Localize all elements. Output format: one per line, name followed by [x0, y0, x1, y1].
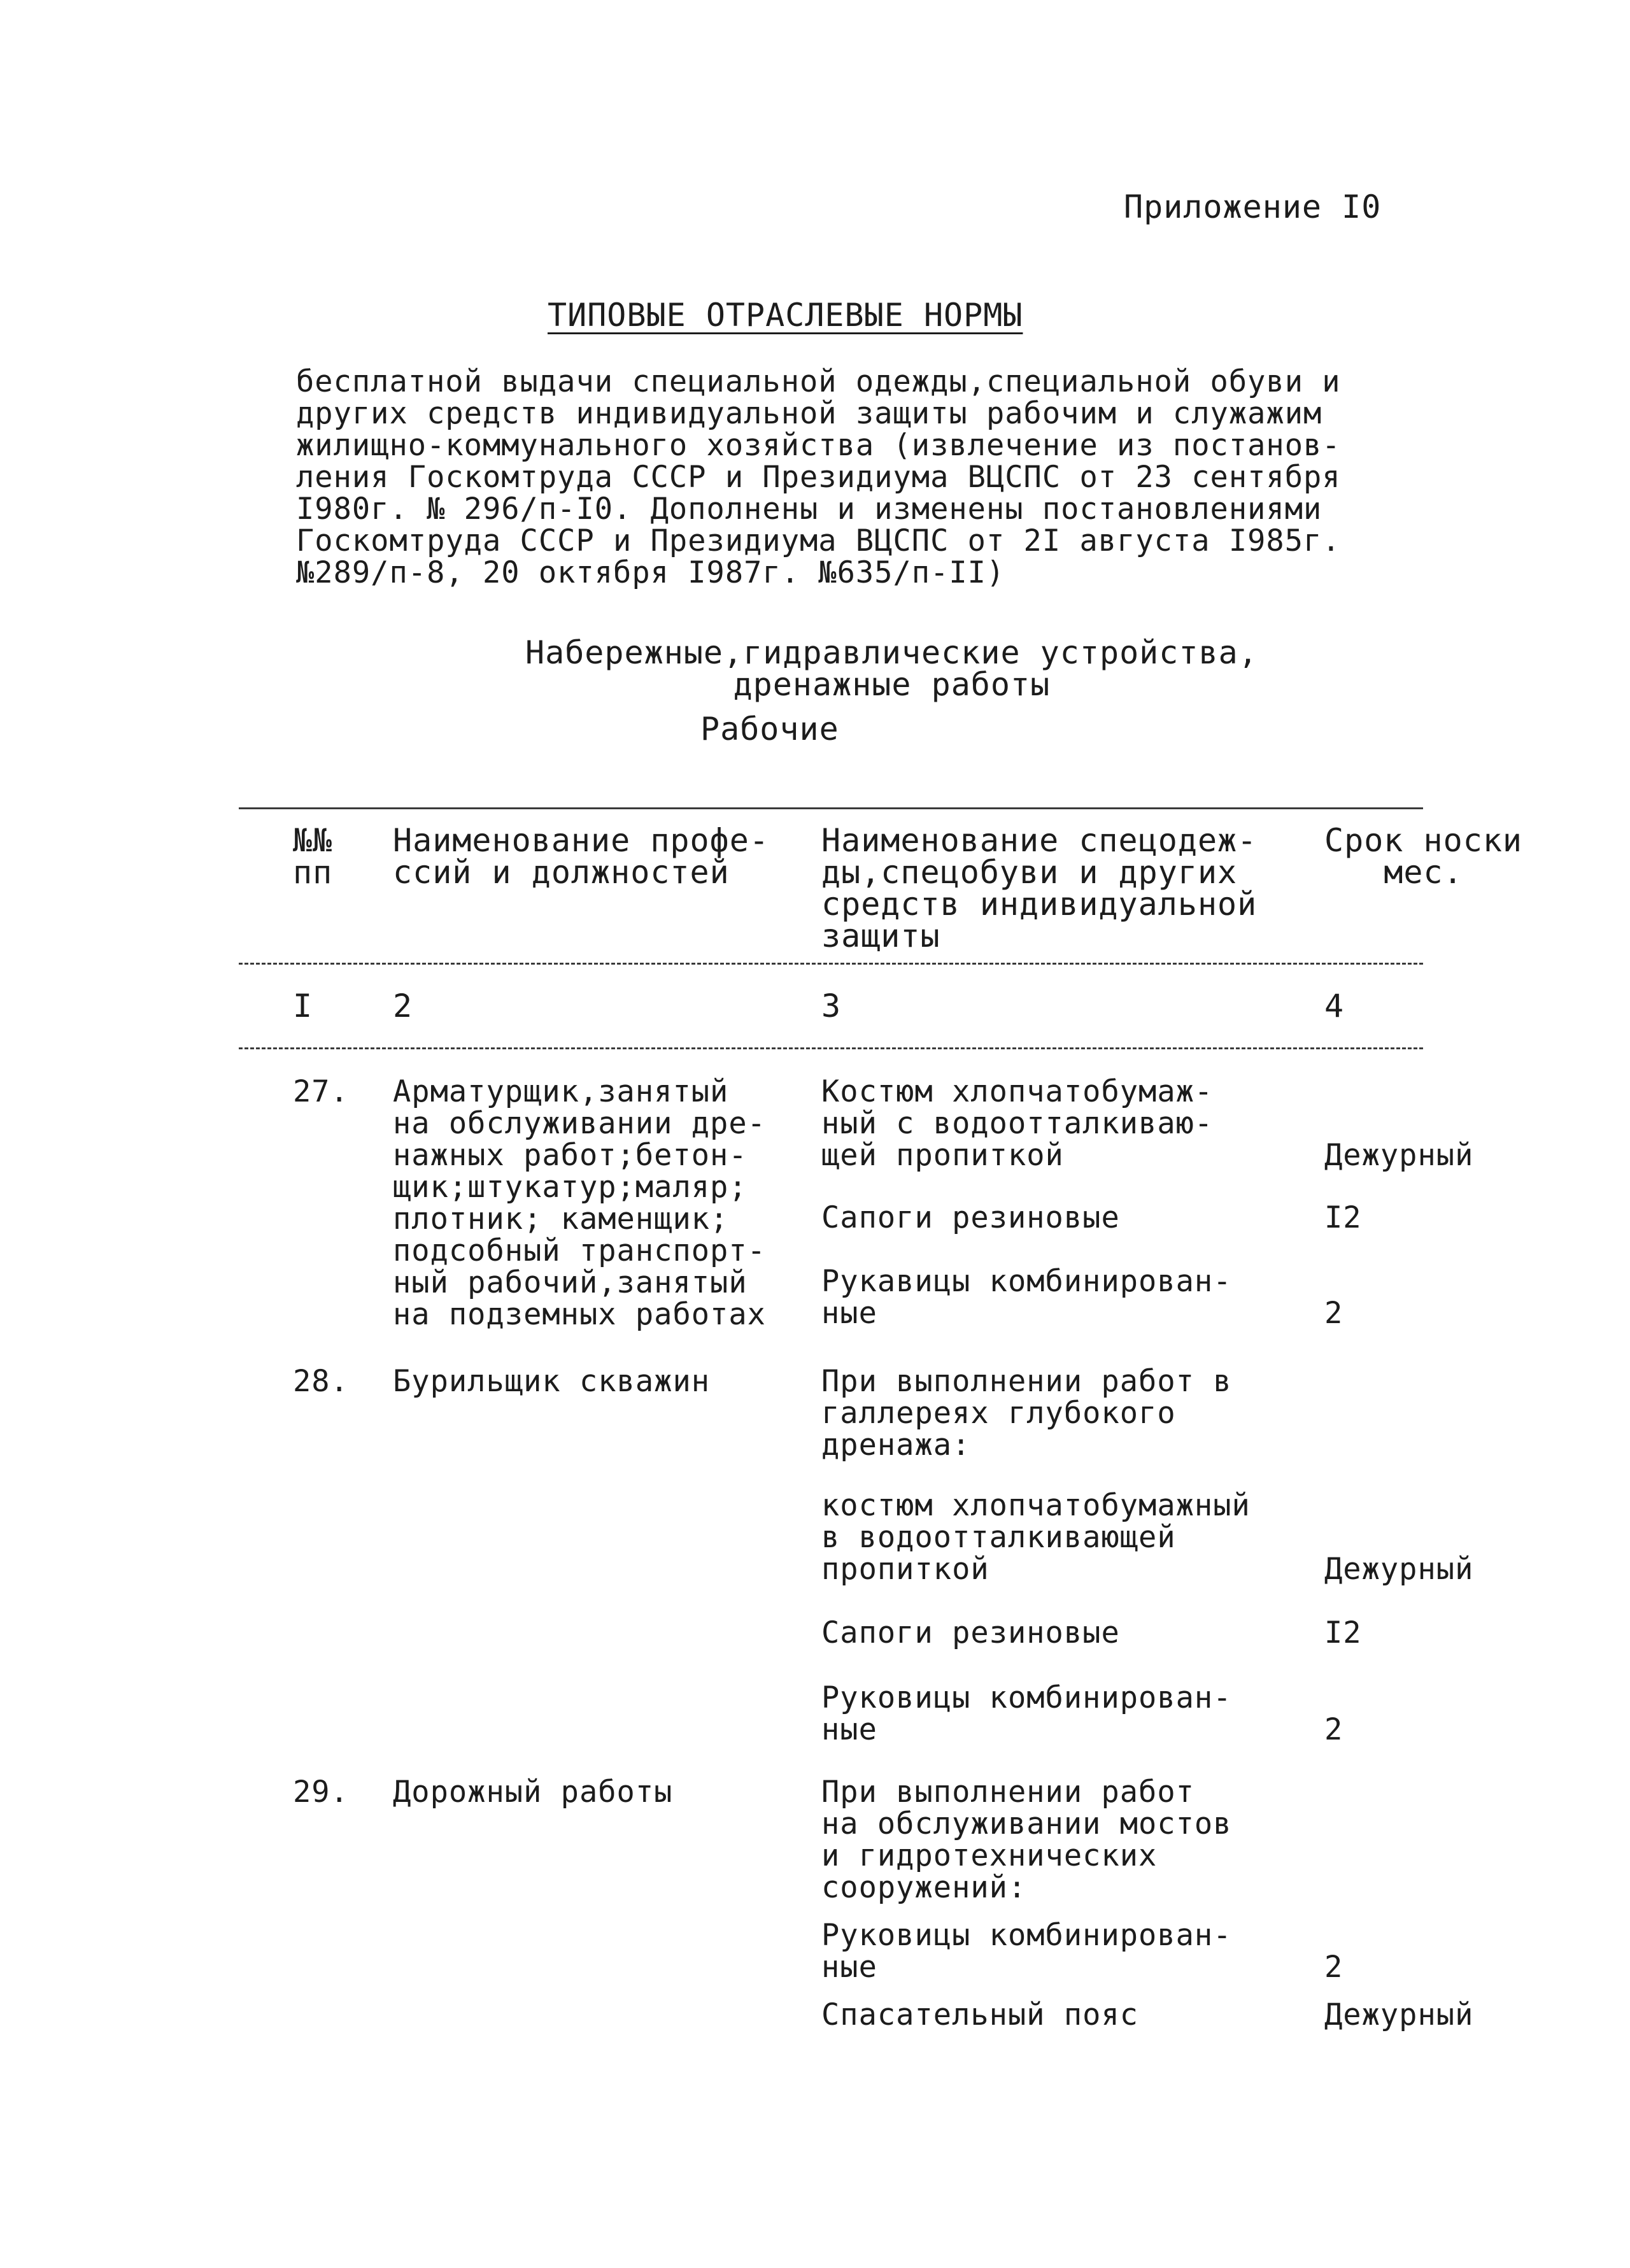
profession-cell: Бурильщик скважин	[393, 1364, 711, 1399]
equipment-item: Сапоги резиновые	[821, 1200, 1120, 1235]
row-number: 27.	[293, 1074, 349, 1109]
column-number-4: 4	[1324, 988, 1345, 1024]
table-top-rule	[239, 807, 1423, 809]
wear-term: I2	[1324, 1200, 1362, 1235]
row-number: 29.	[293, 1775, 349, 1810]
equipment-item: Сапоги резиновые	[821, 1615, 1120, 1650]
table-header-rule	[239, 963, 1423, 965]
wear-term: Дежурный	[1324, 1552, 1474, 1587]
wear-term: I2	[1324, 1615, 1362, 1650]
column-header-equipment: Наименование спецодеж- ды,спецобуви и других средств индивидуальной защиты	[821, 822, 1258, 954]
column-number-3: 3	[821, 988, 842, 1024]
column-header-wear-term: Срок носки мес.	[1324, 822, 1523, 891]
section-heading: Набережные,гидравлические устройства, дренажные работы	[525, 634, 1258, 703]
table-numbering-rule	[239, 1047, 1423, 1049]
profession-cell: Арматурщик,занятый на обслуживании дре- нажных работ;бетон- щик;штукатур;маляр; плотник; каменщик; подсобный транспорт- ный рабочий,занятый на подземных работах	[393, 1074, 766, 1332]
equipment-item: Руковицы комбинирован- ные	[821, 1680, 1232, 1747]
equipment-item: Спасательный пояс	[821, 1997, 1139, 2032]
wear-term: 2	[1324, 1950, 1343, 1985]
intro-paragraph: бесплатной выдачи специальной одежды,специальной обуви и других средств индивидуальной защиты рабочим и служажим жилищно-коммунального хозяйства (извлечение из постанов- ления Госкомтруда СССР и Президиума ВЦСПС от 23 сентября I980г. № 296/п-I0. Дополнены и изменены постановлениями Госкомтруда СССР и Президиума ВЦСПС от 2I августа I985г. №289/п-8, 20 октября I987г. №635/п-II)	[296, 364, 1341, 590]
wear-term: Дежурный	[1324, 1997, 1474, 2032]
document-title: ТИПОВЫЕ ОТРАСЛЕВЫЕ НОРМЫ	[548, 297, 1023, 334]
appendix-label: Приложение I0	[1124, 188, 1382, 225]
equipment-item: Рукавицы комбинирован- ные	[821, 1264, 1232, 1331]
column-header-number: №№ пп	[293, 822, 333, 891]
equipment-item: При выполнении работ на обслуживании мостов и гидротехнических сооружений:	[821, 1775, 1232, 1905]
category-heading: Рабочие	[700, 711, 839, 748]
wear-term: 2	[1324, 1296, 1343, 1331]
row-number: 28.	[293, 1364, 349, 1399]
equipment-item: Костюм хлопчатобумаж- ный с водоотталкиваю- щей пропиткой	[821, 1074, 1214, 1173]
profession-cell: Дорожный работы	[393, 1775, 673, 1810]
column-header-profession: Наименование профе- ссий и должностей	[393, 822, 769, 891]
column-number-1: I	[293, 988, 313, 1024]
equipment-item: Руковицы комбинирован- ные	[821, 1918, 1232, 1985]
equipment-item: При выполнении работ в галлереях глубокого дренажа:	[821, 1364, 1232, 1463]
column-number-2: 2	[393, 988, 413, 1024]
wear-term: 2	[1324, 1712, 1343, 1747]
wear-term: Дежурный	[1324, 1138, 1474, 1173]
equipment-item: костюм хлопчатобумажный в водоотталкивающей пропиткой	[821, 1488, 1251, 1587]
